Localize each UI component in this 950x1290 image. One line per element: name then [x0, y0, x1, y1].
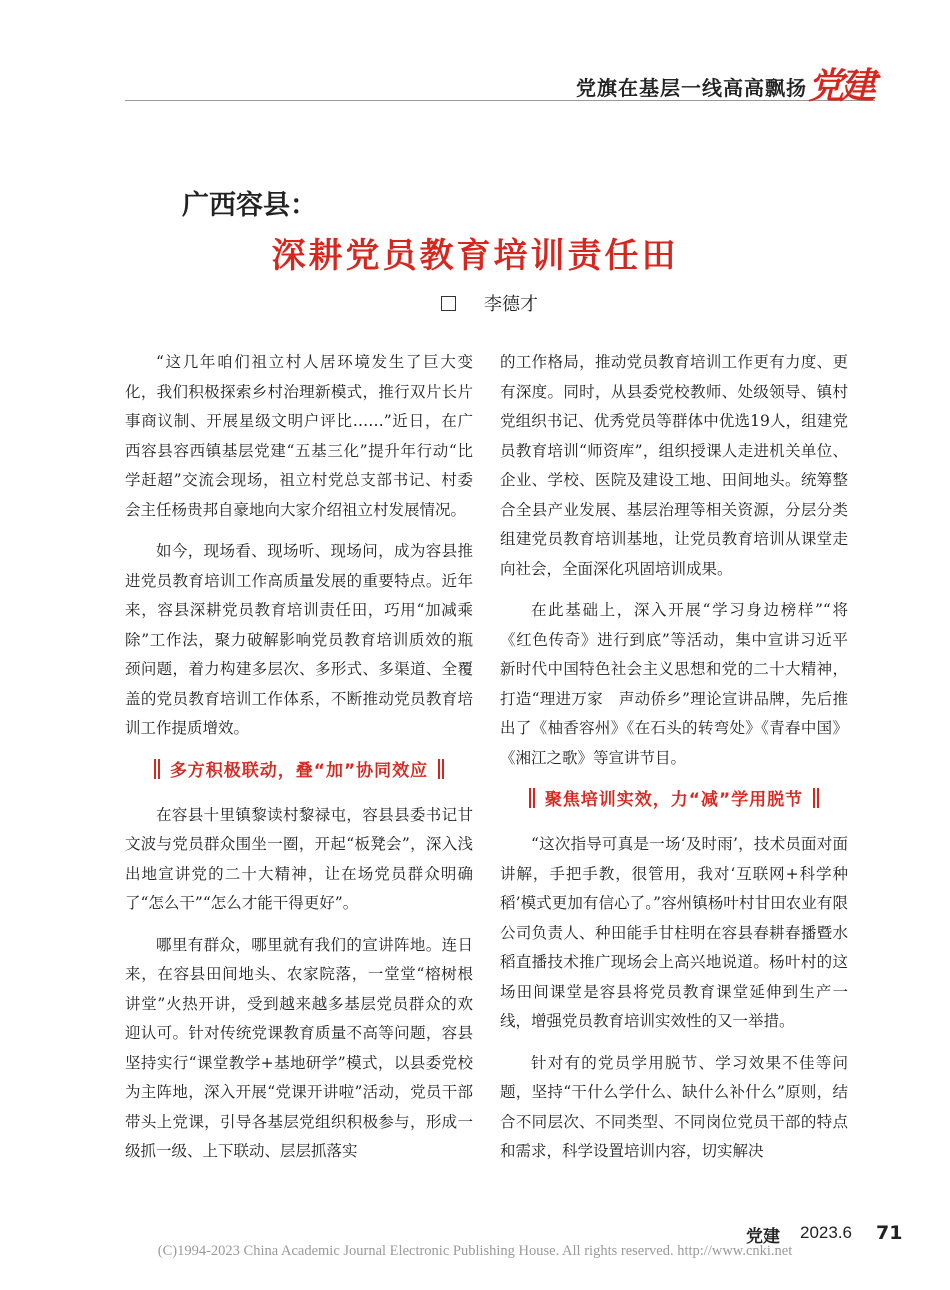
section-heading-text: 多方积极联动，叠“加”协同效应: [169, 760, 429, 781]
paragraph: 的工作格局，推动党员教育培训工作更有力度、更有深度。同时，从县委党校教师、处级领导、镇村党组织书记、优秀党员等群体中优选19人，组建党员教育培训“师资库”，组织授课人走进机关单位、企业、学校、医院及建设工地、田间地头。统筹整合全县产业发展、基层治理等相关资源，分层分类组建党员教育培训基地，让党员教育培训从课堂走向社会，全面深化巩固培训成果。: [500, 353, 848, 578]
double-bar-icon: [154, 759, 160, 779]
author-byline: [441, 290, 538, 316]
paragraph: 在容县十里镇黎读村黎禄屯，容县县委书记甘文波与党员群众围坐一圈，开起“板凳会”，深入浅出地宣讲党的二十大精神，让在场党员群众明确了“怎么干”“怎么才能干得更好”。: [125, 805, 473, 912]
square-icon: [441, 296, 456, 311]
double-bar-icon: [438, 759, 444, 779]
paragraph: “这次指导可真是一场‘及时雨’，技术员面对面讲解，手把手教，很管用，我对‘互联网+科学种稻’模式更加有信心了。”容州镇杨叶村甘田农业有限公司负责人、种田能手甘柱明在容县春耕春播暨水稻直播技术推广现场会上高兴地说道。杨叶村的这场田间课堂是容县将党员教育课堂延伸到生产一线，增强党员教育培训实效性的又一举措。: [500, 835, 848, 1030]
left-column: [125, 348, 473, 1179]
paragraph: 哪里有群众，哪里就有我们的宣讲阵地。连日来，在容县田间地头、农家院落，一堂堂“榕树根讲堂”火热开讲，受到越来越多基层党员群众的欢迎认可。针对传统党课教育质量不高等问题，容县坚持实行“课堂教学+基地研学”模式，以县委党校为主阵地，深入开展“党课开讲啦”活动，党员干部带头上党课，引导各基层党组织积极参与，形成一级抓一级、上下联动、层层抓落实: [125, 935, 473, 1160]
article-kicker: 广西容县：: [182, 190, 317, 221]
paragraph: 针对有的党员学用脱节、学习效果不佳等问题，坚持“干什么学什么、缺什么补什么”原则，结合不同层次、不同类型、不同岗位党员干部的特点和需求，科学设置培训内容，切实解决: [500, 1053, 848, 1160]
section-heading-text: 聚焦培训实效，力“减”学用脱节: [544, 790, 804, 810]
copyright-notice: (C)1994-2023 China Academic Journal Electronic Publishing House. All rights reserved. http://www.cnki.net: [157, 1243, 793, 1259]
paragraph: 在此基础上，深入开展“学习身边榜样”“将《红色传奇》进行到底”等活动，集中宣讲习近平新时代中国特色社会主义思想和党的二十大精神，打造“理进万家 声动侨乡”理论宣讲品牌，先后推出了《柚香容州》《在石头的转弯处》《青春中国》《湘江之歌》等宣讲节目。: [500, 601, 848, 767]
footer-magazine-name: 党建: [746, 1227, 780, 1247]
double-bar-icon: [813, 788, 819, 808]
paragraph: 如今，现场看、现场听、现场问，成为容县推进党员教育培训工作高质量发展的重要特点。近年来，容县深耕党员教育培训责任田，巧用“加减乘除”工作法，聚力破解影响党员教育培训质效的瓶颈问题，着力构建多层次、多形式、多渠道、全覆盖的党员教育培训工作体系，不断推动党员教育培训工作提质增效。: [125, 542, 473, 737]
double-bar-icon: [529, 788, 535, 808]
paragraph: “这几年咱们祖立村人居环境发生了巨大变化，我们积极探索乡村治理新模式，推行双片长片事商议制、开展星级文明户评比……”近日，在广西容县容西镇基层党建“五基三化”提升年行动“比学赶超”交流会现场，祖立村党总支部书记、村委会主任杨贵邦自豪地向大家介绍祖立村发展情况。: [125, 353, 473, 519]
section-heading-right: [500, 785, 848, 810]
page-number: 71: [876, 1222, 903, 1244]
right-column: [500, 348, 848, 1179]
article-title: 深耕党员教育培训责任田: [271, 236, 679, 276]
section-heading-left: [125, 756, 473, 781]
author-name: 李德才: [484, 294, 538, 315]
footer-issue: 2023.6: [800, 1223, 852, 1242]
running-header-title: 党旗在基层一线高高飘扬: [576, 76, 807, 100]
dangjian-logo: 党建: [807, 65, 872, 107]
